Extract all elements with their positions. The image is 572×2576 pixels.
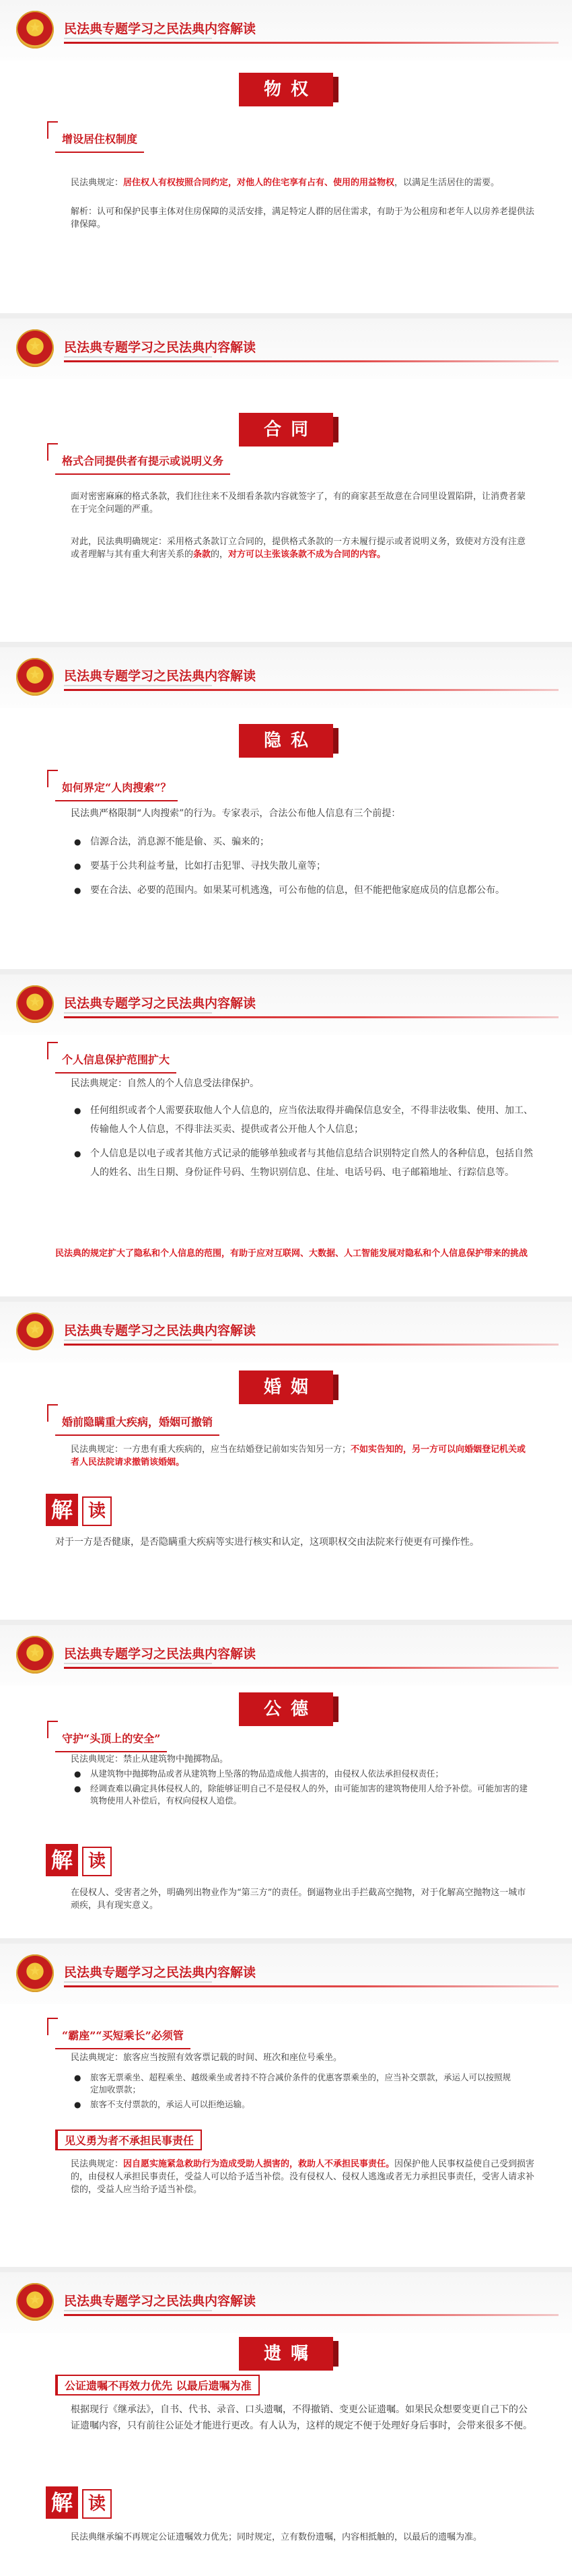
- text: ，以满足生活居住的需要。: [394, 178, 500, 188]
- national-emblem-icon: ★: [16, 985, 54, 1023]
- slide-public-morality: [0, 1625, 572, 1938]
- list-item: ● 要基于公共利益考量，比如打击犯罪、寻找失散儿童等；: [74, 857, 538, 876]
- section-subtitle: 守护“头顶上的安全”: [55, 1727, 167, 1752]
- header-title: 民法典专题学习之民法典内容解读: [64, 22, 256, 36]
- slide-header: [0, 1944, 572, 2004]
- text: 民法典规定：一方患有重大疾病的，应当在结婚登记前如实告知另一方；: [71, 1445, 351, 1455]
- slide-transport-rescue: [0, 1944, 572, 2267]
- highlight: 不如实告知的，另一方可以向婚姻登记机关或者人民法院请求撤销该婚姻。: [71, 1445, 526, 1467]
- bullet-list: [74, 2072, 518, 2113]
- section-subtitle: 如何界定“人肉搜索”？: [55, 777, 178, 801]
- paragraph: 在侵权人、受害者之外，明确列出物业作为“第三方”的责任。倒逼物业出手拦截高空抛物，对于化解高空抛物这一城市顽疾，具有现实意义。: [71, 1888, 526, 1911]
- national-emblem-icon: ★: [16, 329, 54, 367]
- header-title: 民法典专题学习之民法典内容解读: [64, 1323, 256, 1338]
- national-emblem-icon: ★: [16, 2283, 54, 2321]
- section-subtitle: 公证遗嘱不再效力优先 以最后遗嘱为准: [55, 2375, 260, 2396]
- slide-marriage: [0, 1302, 572, 1620]
- du-char: 读: [82, 1496, 112, 1526]
- divider: [0, 642, 572, 647]
- section-badge: 物权: [239, 73, 333, 106]
- slide-header: [0, 2272, 572, 2333]
- section-badge: 隐私: [239, 724, 333, 758]
- slide-privacy: [0, 647, 572, 969]
- divider: [0, 1296, 572, 1302]
- paragraph: 民法典严格限制“人肉搜索”的行为。专家表示，合法公布他人信息有三个前提：: [71, 808, 401, 819]
- paragraph: 民法典继承编不再规定公证遗嘱效力优先；同时规定，立有数份遗嘱，内容相抵触的，以最后的遗嘱为准。: [71, 2532, 482, 2542]
- list-item: ● 经调查难以确定具体侵权人的，除能够证明自己不是侵权人的外，由可能加害的建筑物使用人给予补偿。可能加害的建筑物使用人补偿后，有权向侵权人追偿。: [74, 1783, 532, 1807]
- paragraph: 民法典规定：旅客应当按照有效客票记载的时间、班次和座位号乘坐。: [71, 2053, 343, 2063]
- section-subtitle: 见义勇为者不承担民事责任: [55, 2129, 202, 2150]
- text: 因保护他人民事权益使自己受到损害的，由侵权人承担民事责任，受益人可以给予适当补偿。没有侵权人、侵权人逃逸或者无力承担民事责任，受害人请求补偿的，受益人应当给予适当补偿。: [71, 2159, 535, 2195]
- list-item: ● 个人信息是以电子或者其他方式记录的能够单独或者与其他信息结合识别特定自然人的各种信息，包括自然人的姓名、出生日期、身份证件号码、生物识别信息、住址、电话号码、电子邮箱地址、行踪信息等。: [74, 1144, 538, 1182]
- list-item: ● 信源合法，消息源不能是偷、买、骗来的；: [74, 832, 538, 851]
- slide-header: [0, 0, 572, 61]
- divider: [0, 1620, 572, 1625]
- paragraph: [71, 1443, 528, 1469]
- header-title: 民法典专题学习之民法典内容解读: [64, 340, 256, 355]
- text: 的，: [211, 550, 229, 560]
- section-subtitle: “霸座”“买短乘长”必须管: [55, 2024, 190, 2049]
- paragraph: 面对密密麻麻的格式条款，我们往往来不及细看条款内容就签字了，有的商家甚至故意在合同里设置陷阱，让消费者蒙在于完全问题的严重。: [71, 492, 526, 515]
- header-rule: [64, 1985, 559, 1987]
- bullet-list: [74, 832, 538, 905]
- highlight: 对方可以主张该条款不成为合同的内容。: [228, 550, 386, 560]
- jie-char: 解: [46, 1844, 78, 1876]
- list-item: ● 旅客无票乘坐、超程乘坐、越级乘坐或者持不符合减价条件的优惠客票乘坐的，应当补交票款，承运人可以按照规定加收票款；: [74, 2072, 518, 2096]
- list-item: ● 任何组织或者个人需要获取他人个人信息的，应当依法取得并确保信息安全，不得非法收集、使用、加工、传输他人个人信息，不得非法买卖、提供或者公开他人个人信息；: [74, 1101, 538, 1139]
- section-subtitle: 个人信息保护范围扩大: [55, 1049, 176, 1074]
- highlight: 条款: [193, 550, 211, 560]
- header-rule: [64, 689, 559, 691]
- paragraph: 民法典规定：自然人的个人信息受法律保护。: [71, 1078, 259, 1089]
- slide-header: [0, 647, 572, 708]
- list-item: ● 要在合法、必要的范围内。如果某可机逃逸，可公布他的信息，但不能把他家庭成员的信息都公布。: [74, 881, 538, 900]
- paragraph: 民法典规定：禁止从建筑物中抛掷物品。: [71, 1754, 229, 1764]
- section-subtitle: 增设居住权制度: [55, 128, 144, 153]
- header-title: 民法典专题学习之民法典内容解读: [64, 1647, 256, 1661]
- slide-personal-info: [0, 975, 572, 1296]
- section-subtitle: 婚前隐瞒重大疾病，婚姻可撤销: [55, 1411, 219, 1436]
- section-subtitle: 格式合同提供者有提示或说明义务: [55, 450, 230, 475]
- divider: [0, 969, 572, 975]
- divider: [0, 313, 572, 319]
- header-rule: [64, 1667, 559, 1669]
- slide-header: [0, 319, 572, 379]
- label: 民法典规定：: [71, 178, 124, 188]
- section-badge: 遗嘱: [239, 2337, 333, 2371]
- paragraph: 对于一方是否健康，是否隐瞒重大疾病等实进行核实和认定，这项职权交由法院来行使更有可操作性。: [55, 1537, 479, 1548]
- national-emblem-icon: ★: [16, 658, 54, 696]
- header-rule: [64, 1016, 559, 1018]
- slide-header: [0, 1302, 572, 1362]
- section-badge: 合同: [239, 413, 333, 447]
- slide-contract: [0, 319, 572, 642]
- header-rule: [64, 42, 559, 44]
- divider: [0, 1938, 572, 1944]
- national-emblem-icon: ★: [16, 1636, 54, 1674]
- bullet-list: [74, 1101, 538, 1187]
- slide-header: [0, 975, 572, 1035]
- highlight: 居住权人有权按照合同约定，对他人的住宅享有占有、使用的用益物权: [123, 178, 395, 188]
- header-rule: [64, 360, 559, 362]
- section-badge: 公德: [239, 1692, 333, 1726]
- conclusion-note: 民法典的规定扩大了隐私和个人信息的范围，有助于应对互联网、大数据、人工智能发展对隐私和个人信息保护带来的挑战: [55, 1249, 528, 1259]
- du-char: 读: [82, 2489, 112, 2519]
- paragraph: [71, 535, 528, 561]
- list-item: ● 旅客不支付票款的，承运人可以拒绝运输。: [74, 2099, 518, 2111]
- national-emblem-icon: ★: [16, 1954, 54, 1992]
- slide-header: [0, 1625, 572, 1686]
- header-title: 民法典专题学习之民法典内容解读: [64, 996, 256, 1011]
- header-rule: [64, 1344, 559, 1346]
- header-title: 民法典专题学习之民法典内容解读: [64, 669, 256, 684]
- list-item: ● 从建筑物中抛掷物品或者从建筑物上坠落的物品造成他人损害的，由侵权人依法承担侵权责任；: [74, 1768, 532, 1780]
- paragraph: [71, 2158, 535, 2196]
- jie-char: 解: [46, 2486, 78, 2519]
- slide-property: [0, 0, 572, 313]
- header-title: 民法典专题学习之民法典内容解读: [64, 1965, 256, 1980]
- divider: [0, 2267, 572, 2272]
- slide-will: [0, 2272, 572, 2576]
- national-emblem-icon: ★: [16, 11, 54, 48]
- paragraph: [71, 176, 535, 189]
- jie-char: 解: [46, 1494, 78, 1526]
- bullet-list: [74, 1768, 532, 1810]
- header-rule: [64, 2314, 559, 2316]
- paragraph: 根据现行《继承法》，自书、代书、录音、口头遗嘱，不得撤销、变更公证遗嘱。如果民众想要变更自己下的公证遗嘱内容，只有前往公证处才能进行更改。有人认为，这样的规定不便于处理好身后事时，会带来很多不便。: [71, 2404, 532, 2431]
- section-badge: 婚姻: [239, 1370, 333, 1404]
- label: 民法典规定：: [71, 2159, 124, 2169]
- header-title: 民法典专题学习之民法典内容解读: [64, 2294, 256, 2309]
- national-emblem-icon: ★: [16, 1313, 54, 1350]
- du-char: 读: [82, 1847, 112, 1876]
- text: 对此，民法典明确规定：采用格式条款订立合同的，提供格式条款的一方未履行提示或者说明义务，致使对方没有注意或者理解与其有重大利害关系的: [71, 537, 526, 560]
- highlight: 因自愿实施紧急救助行为造成受助人损害的，救助人不承担民事责任。: [123, 2159, 395, 2169]
- analysis-paragraph: 解析：认可和保护民事主体对住房保障的灵活安排，满足特定人群的居住需求，有助于为公租房和老年人以房养老提供法律保障。: [71, 207, 535, 230]
